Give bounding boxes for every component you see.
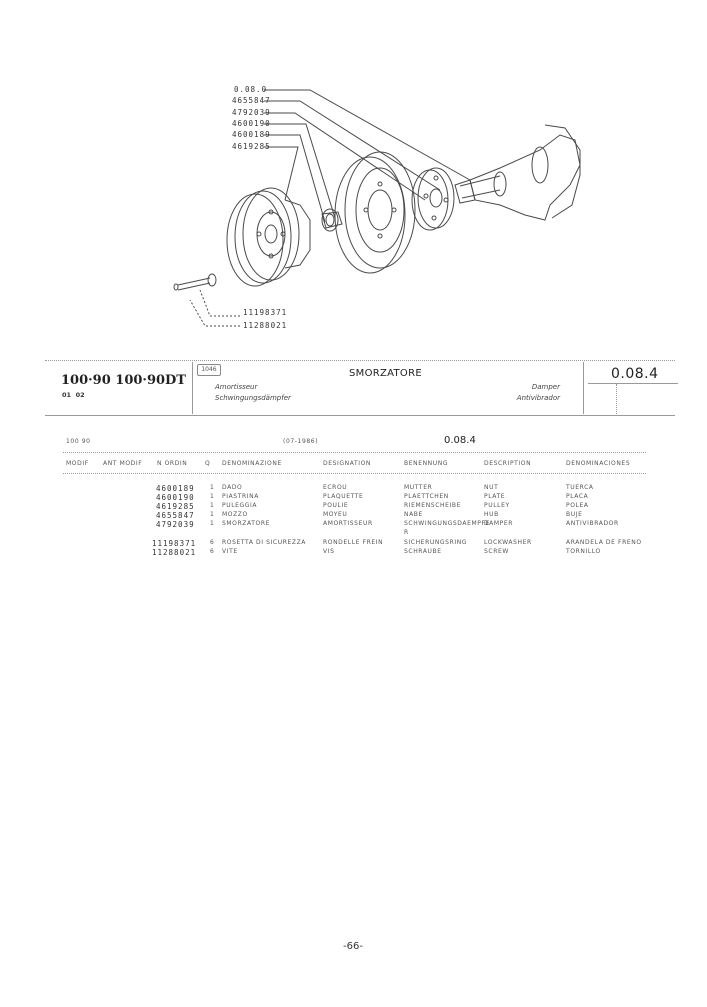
table-row — [0, 511, 707, 520]
part-it: MOZZO — [222, 511, 248, 518]
callout-label: 0.08.0 — [234, 85, 268, 94]
header-bottom-rule — [45, 415, 675, 416]
table-row — [0, 484, 707, 493]
part-it: PIASTRINA — [222, 493, 259, 500]
part-fr: POULIE — [323, 502, 349, 509]
header-divider-left — [192, 362, 193, 414]
part-qty: 1 — [210, 484, 215, 491]
callout-label: 4600189 — [232, 130, 271, 139]
part-en: PLATE — [484, 493, 506, 500]
callout-label: 4619285 — [232, 142, 271, 151]
table-row — [0, 520, 707, 529]
part-de: SCHWINGUNGSDAEMPFE — [404, 520, 490, 527]
col-ant-modif: ANT MODIF — [103, 460, 143, 467]
part-fr: MOYEU — [323, 511, 348, 518]
part-fr: RONDELLE FREIN — [323, 539, 384, 546]
table-row-continuation — [0, 529, 707, 538]
group-code: 0.08.4 — [611, 366, 659, 382]
columns-top-rule — [63, 452, 646, 453]
part-en: LOCKWASHER — [484, 539, 532, 546]
col-modif: MODIF — [66, 460, 89, 467]
part-number: 4619285 — [156, 502, 195, 511]
table-group: 0.08.4 — [444, 435, 476, 446]
group-code-side — [616, 384, 617, 414]
part-en: NUT — [484, 484, 499, 491]
ref-box: 1046 — [197, 364, 221, 376]
subtitle-de: Schwingungsdämpfer — [215, 394, 291, 402]
part-de: PLAETTCHEN — [404, 493, 449, 500]
part-qty: 1 — [210, 493, 215, 500]
part-it: PULEGGIA — [222, 502, 258, 509]
col-benennung: BENENNUNG — [404, 460, 449, 467]
part-es: TUERCA — [566, 484, 594, 491]
damper-assembly-drawing — [0, 0, 707, 340]
part-number: 11198371 — [152, 539, 197, 548]
part-es: PLACA — [566, 493, 589, 500]
part-de: NABE — [404, 511, 423, 518]
section-title: SMORZATORE — [349, 368, 422, 379]
part-qty: 1 — [210, 520, 215, 527]
table-row — [0, 493, 707, 502]
part-en: SCREW — [484, 548, 509, 555]
part-de: RIEMENSCHEIBE — [404, 502, 461, 509]
part-de: SICHERUNGSRING — [404, 539, 468, 546]
part-es: TORNILLO — [566, 548, 601, 555]
callout-label: 4792039 — [232, 108, 271, 117]
part-it: ROSETTA DI SICUREZZA — [222, 539, 307, 546]
part-es: BUJE — [566, 511, 583, 518]
col-designation: DESIGNATION — [323, 460, 372, 467]
columns-bottom-rule — [63, 473, 646, 474]
callout-label: 4600190 — [232, 119, 271, 128]
part-en: HUB — [484, 511, 499, 518]
callout-label: 11288021 — [243, 321, 288, 330]
subtitle-es: Antivibrador — [516, 394, 560, 402]
header-top-rule — [45, 360, 675, 361]
part-de: MUTTER — [404, 484, 433, 491]
col-denominazione: DENOMINAZIONE — [222, 460, 282, 467]
col-n-ordin: N ORDIN — [157, 460, 188, 467]
part-de: SCHRAUBE — [404, 548, 442, 555]
part-it: SMORZATORE — [222, 520, 270, 527]
table-row — [0, 502, 707, 511]
part-number: 4792039 — [156, 520, 195, 529]
col-q: Q — [205, 460, 211, 467]
part-en: PULLEY — [484, 502, 510, 509]
model-codes: 01 02 — [62, 391, 85, 399]
header-divider-right — [583, 362, 584, 414]
subtitle-fr: Amortisseur — [215, 383, 258, 391]
part-es: ARANDELA DE FRENO — [566, 539, 642, 546]
part-qty: 1 — [210, 502, 215, 509]
part-qty: 1 — [210, 511, 215, 518]
callout-label: 4655847 — [232, 96, 271, 105]
part-number: 4600190 — [156, 493, 195, 502]
subtitle-en: Damper — [531, 383, 560, 391]
column-headers — [0, 460, 707, 469]
part-fr: PLAQUETTE — [323, 493, 364, 500]
exploded-diagram — [0, 0, 707, 340]
callout-label: 11198371 — [243, 308, 288, 317]
col-description: DESCRIPTION — [484, 460, 532, 467]
page-number: -66- — [343, 941, 363, 952]
part-qty: 6 — [210, 539, 215, 546]
part-es: ANTIVIBRADOR — [566, 520, 619, 527]
part-de-continued: R — [404, 529, 409, 536]
group-code-rule — [588, 383, 678, 384]
table-row — [0, 548, 707, 557]
part-qty: 6 — [210, 548, 215, 555]
part-en: DAMPER — [484, 520, 513, 527]
col-denominaciones: DENOMINACIONES — [566, 460, 631, 467]
table-row — [0, 539, 707, 548]
table-model: 100 90 — [66, 438, 91, 445]
part-it: VITE — [222, 548, 238, 555]
part-fr: ECROU — [323, 484, 348, 491]
part-it: DADO — [222, 484, 243, 491]
part-fr: AMORTISSEUR — [323, 520, 373, 527]
part-number: 4655847 — [156, 511, 195, 520]
part-number: 11288021 — [152, 548, 197, 557]
part-fr: VIS — [323, 548, 335, 555]
model-name: 100·90 100·90DT — [61, 373, 186, 388]
part-es: POLEA — [566, 502, 589, 509]
table-period: (07-1986) — [283, 438, 319, 445]
part-number: 4600189 — [156, 484, 195, 493]
